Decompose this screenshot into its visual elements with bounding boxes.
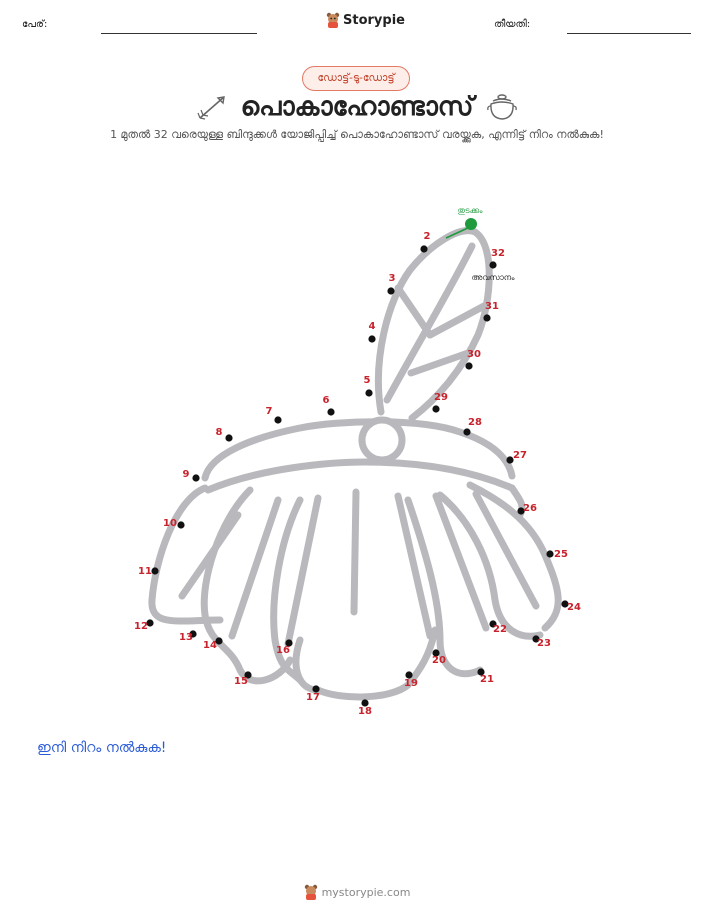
dot-number-3: 3 <box>388 273 396 284</box>
dot-number-7: 7 <box>265 406 273 417</box>
start-label: തുടക്കം <box>457 206 483 215</box>
dot-number-5: 5 <box>363 375 371 386</box>
dot-number-8: 8 <box>215 427 223 438</box>
dot-2[interactable] <box>420 245 427 252</box>
dot-25[interactable] <box>546 550 553 557</box>
dot-number-18: 18 <box>358 706 372 717</box>
instructions: 1 മുതൽ 32 വരെയുള്ള ബിന്ദുക്കൾ യോജിപ്പിച്ച് പൊകാഹോണ്ടാസ് വരയ്ക്കുക, എന്നിട്ട് നിറം നൽകുക! <box>110 128 604 141</box>
dot-number-11: 11 <box>138 566 152 577</box>
dot-number-14: 14 <box>203 640 217 651</box>
dot-number-28: 28 <box>468 417 482 428</box>
dot-11[interactable] <box>151 567 158 574</box>
dot-8[interactable] <box>225 434 232 441</box>
dot-number-4: 4 <box>368 321 376 332</box>
dot-29[interactable] <box>432 405 439 412</box>
dot-number-6: 6 <box>322 395 330 406</box>
name-label: പേര്: <box>22 19 48 30</box>
dot-number-22: 22 <box>493 624 507 635</box>
dot-28[interactable] <box>463 428 470 435</box>
dot-10[interactable] <box>177 521 184 528</box>
dot-3[interactable] <box>387 287 394 294</box>
dot-4[interactable] <box>368 335 375 342</box>
dot-number-30: 30 <box>467 349 481 360</box>
dot-number-32: 32 <box>491 248 505 259</box>
dot-5[interactable] <box>365 389 372 396</box>
dot-number-25: 25 <box>554 549 568 560</box>
dot-number-16: 16 <box>276 645 290 656</box>
dot-number-10: 10 <box>163 518 177 529</box>
color-prompt: ഇനി നിറം നൽകുക! <box>37 740 167 756</box>
activity-badge: ഡോട്ട്-ടു-ഡോട്ട് <box>302 66 410 91</box>
page-title: പൊകാഹോണ്ടാസ് <box>240 92 474 122</box>
dot-number-26: 26 <box>523 503 537 514</box>
dot-number-23: 23 <box>537 638 551 649</box>
dot-number-13: 13 <box>179 632 193 643</box>
dot-30[interactable] <box>465 362 472 369</box>
footer-bear-icon <box>304 884 318 900</box>
dot-number-12: 12 <box>134 621 148 632</box>
dot-number-27: 27 <box>513 450 527 461</box>
start-dot[interactable] <box>465 218 477 230</box>
dot-32[interactable] <box>489 261 496 268</box>
end-label: അവസാനം <box>471 273 515 282</box>
dot-6[interactable] <box>327 408 334 415</box>
footer <box>0 884 714 900</box>
dot-number-21: 21 <box>480 674 494 685</box>
date-label: തീയതി: <box>494 19 531 30</box>
dot-number-20: 20 <box>432 655 446 666</box>
brand-name: Storypie <box>343 12 405 28</box>
dot-number-17: 17 <box>306 692 320 703</box>
dot-number-24: 24 <box>567 602 581 613</box>
dot-number-29: 29 <box>434 392 448 403</box>
dot-number-2: 2 <box>423 231 431 242</box>
dot-number-15: 15 <box>234 676 248 687</box>
dot-number-31: 31 <box>485 301 499 312</box>
dot-7[interactable] <box>274 416 281 423</box>
dot-31[interactable] <box>483 314 490 321</box>
dot-number-19: 19 <box>404 678 418 689</box>
dot-number-9: 9 <box>182 469 190 480</box>
footer-site[interactable]: mystorypie.com <box>321 885 411 899</box>
dot-9[interactable] <box>192 474 199 481</box>
